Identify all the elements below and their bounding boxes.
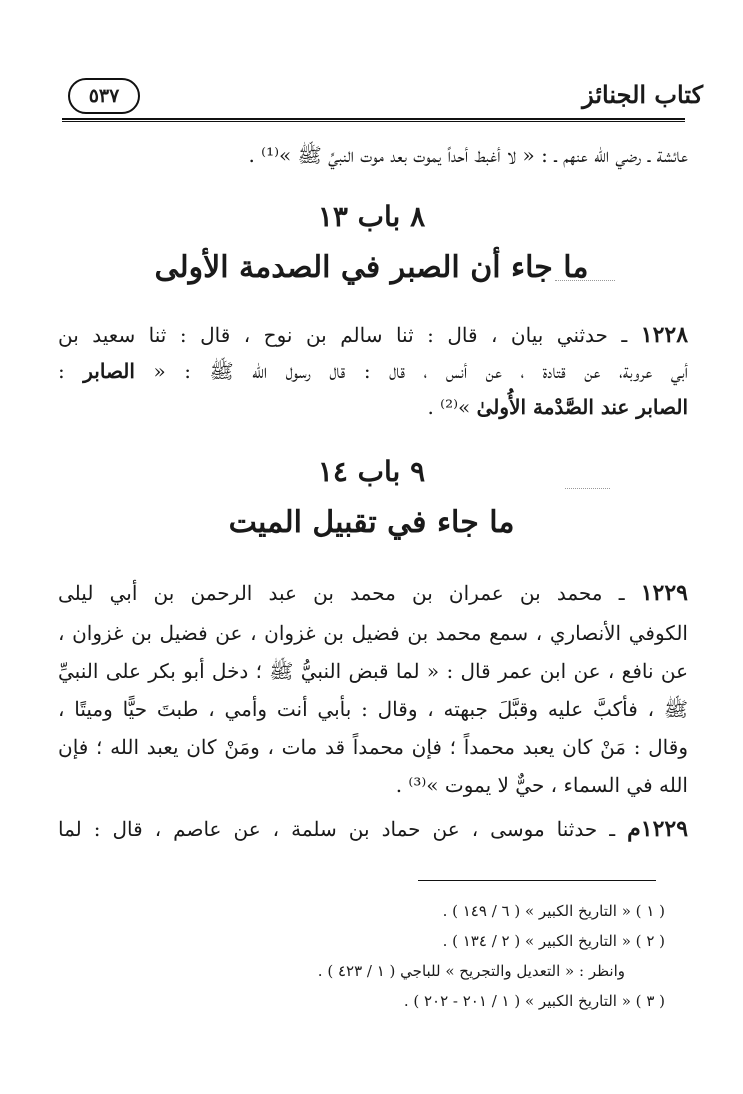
hadith-number: ١٢٢٩م <box>627 816 689 842</box>
hadith-1228-line-3 <box>58 392 688 422</box>
hadith-1229-line-4: ﷺ ، فأكبَّ عليه وقبَّلَ جبهته ، وقال : بأبي أنت وأمي ، طبتَ حيًّا وميتًا ، <box>58 697 688 721</box>
hadith-1229m-line-1: ١٢٢٩م ـ حدثنا موسى ، عن حماد بن سلمة ، عن عاصم ، قال : لما <box>58 816 689 842</box>
footnote-2-see-also: وانظر : « التعديل والتجريح » للباجي ( ١ / ٤٢٣ ) . <box>317 962 625 980</box>
hadith-1229-line-3: عن نافع ، عن ابن عمر قال : « لما قبض النبيُّ ﷺ ؛ دخل أبو بكر على النبيِّ <box>58 659 688 683</box>
hadith-text: حدثني بيان ، قال : ثنا سالم بن نوح ، قال : ثنا سعيد بن <box>58 323 608 347</box>
ornament-dots <box>555 280 615 281</box>
hadith-text: : <box>58 359 65 383</box>
page-number-badge: ٥٣٧ <box>68 78 140 114</box>
hadith-text-bold: الصابر عند الصَّدْمة الأُولىٰ <box>476 395 688 419</box>
chapter-14-title: ما جاء في تقبيل الميت <box>228 505 515 540</box>
chapter-13-number: ٨ باب ١٣ <box>317 200 426 233</box>
footnote-1: ( ١ ) « التاريخ الكبير » ( ٦ / ١٤٩ ) . <box>442 902 665 920</box>
chapter-13-title: ما جاء أن الصبر في الصدمة الأولى <box>154 250 589 285</box>
hadith-text: »⁽²⁾ . <box>427 395 471 419</box>
hadith-number: ١٢٢٩ <box>640 580 688 606</box>
running-header-title: كتاب الجنائز <box>582 80 703 109</box>
hadith-text: محمد بن عمران بن محمد بن عبد الرحمن بن أبي ليلى <box>58 581 603 605</box>
hadith-text-bold: الصابر <box>83 359 135 383</box>
hadith-text: أبي عروبة، عن قتادة ، عن أنس ، قال : قال رسول الله ﷺ : « <box>153 359 688 383</box>
hadith-number: ١٢٢٨ <box>640 322 689 348</box>
hadith-1229-line-5: وقال : مَنْ كان يعبد محمداً ؛ فإن محمداً قد مات ، ومَنْ كان يعبد الله ؛ فإن <box>58 735 688 759</box>
footnote-3: ( ٣ ) « التاريخ الكبير » ( ١ / ٢٠١ - ٢٠٢ ) . <box>403 992 665 1010</box>
hadith-1228-line-2 <box>58 356 688 386</box>
hadith-1229-line-6: الله في السماء ، حيٌّ لا يموت »⁽³⁾ . <box>395 773 688 797</box>
ornament-dots <box>565 488 610 489</box>
header-rule <box>62 118 685 122</box>
hadith-1228-line-1: ١٢٢٨ ـ حدثني بيان ، قال : ثنا سالم بن نوح ، قال : ثنا سعيد بن <box>58 322 689 348</box>
hadith-1229-line-1: ١٢٢٩ ـ محمد بن عمران بن محمد بن عبد الرحمن بن أبي ليلى <box>58 580 688 606</box>
hadith-1229-line-2: الكوفي الأنصاري ، سمع محمد بن فضيل بن غزوان ، عن فضيل بن غزوان ، <box>58 621 688 645</box>
footnote-rule <box>418 880 656 881</box>
hadith-text: حدثنا موسى ، عن حماد بن سلمة ، عن عاصم ، قال : لما <box>58 817 598 841</box>
chapter-14-number: ٩ باب ١٤ <box>317 455 426 488</box>
footnote-2: ( ٢ ) « التاريخ الكبير » ( ٢ / ١٣٤ ) . <box>442 932 665 950</box>
carryover-line: عائشة ـ رضي الله عنهم ـ : « لا أغبط أحداً يموت بعد موت النبيِّ ﷺ »⁽¹⁾ . <box>248 143 688 167</box>
